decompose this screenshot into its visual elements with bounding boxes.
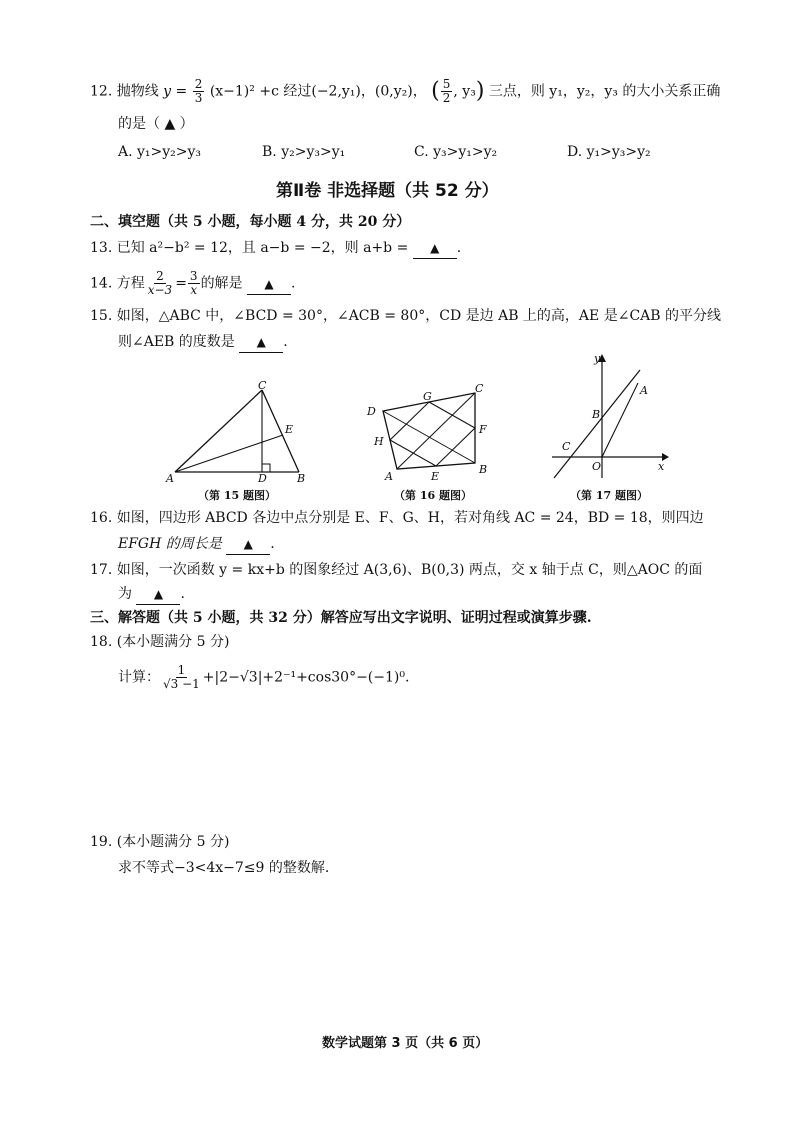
q13: 13. 已知 a²−b² = 12，且 a−b = −2，则 a+b = ▲ . (90, 238, 461, 259)
fig15-label-e: E (285, 423, 294, 436)
fig16-label-a: A (385, 470, 393, 483)
fig16-label-h: H (374, 435, 384, 448)
section2-heading: 二、填空题（共 5 小题，每小题 4 分，共 20 分） (90, 214, 411, 230)
q13-answer-blank[interactable]: ▲ (413, 238, 457, 259)
q12-line1: 12. 抛物线 y = $\frac{2}{3}$ (x−1)² +c 经过(−2,y₁)，(0,y₂)， ( $\frac{5}{2}$ , y₃) 三点，则 y₁，y₂，y₃ 的大小关系正确 (90, 77, 721, 105)
fig17-label-a: A (640, 384, 648, 397)
fig16-label-d: D (367, 405, 376, 418)
fig15-right-angle-mark (262, 464, 270, 472)
fig15-label-b: B (297, 472, 306, 485)
fig15-label-c: C (258, 380, 267, 392)
fig16-caption: （第 16 题图） (394, 489, 472, 502)
fig16-diagonal-bd (383, 411, 475, 463)
figure-15 (165, 380, 315, 485)
q15-line2: 则∠AEB 的度数是 ▲ . (118, 332, 288, 353)
q14: 14. 方程 $\frac{2}{x-3}$ = $\frac{3}{x}$ 的解是 ▲ . (90, 269, 296, 297)
q12-option-d: D. y₁>y₃>y₂ (567, 144, 651, 160)
q19-title: 19. (本小题满分 5 分) (90, 834, 230, 850)
fig17-label-c: C (562, 440, 571, 453)
q15-answer-blank[interactable]: ▲ (239, 332, 283, 353)
fig15-label-d: D (258, 472, 267, 485)
q19-text: 求不等式−3<4x−7≤9 的整数解. (118, 860, 330, 876)
fig17-label-y: y (594, 352, 601, 365)
fig15-caption: （第 15 题图） (198, 489, 276, 502)
q18-expression: 计算： $\frac{1}{√3 -1}$ +|2−√3|+2⁻¹+cos30°−(−1)⁰. (118, 663, 410, 691)
fig17-label-o: O (592, 460, 602, 473)
fig17-caption: （第 17 题图） (570, 489, 648, 502)
q12-coef-fraction: $\frac{2}{3}$ (194, 77, 203, 105)
q17-answer-blank[interactable]: ▲ (136, 584, 180, 605)
fig15-side-cb (262, 390, 299, 472)
q12-option-a: A. y₁>y₂>y₃ (118, 144, 202, 160)
q14-left-fraction: $\frac{2}{x-3}$ (147, 269, 173, 297)
q15-line1: 15. 如图，△ABC 中，∠BCD = 30°，∠ACB = 80°，CD 是边 AB 上的高，AE 是∠CAB 的平分线 (90, 308, 722, 324)
q16-answer-blank[interactable]: ▲ (226, 534, 270, 555)
fig16-label-b: B (479, 463, 488, 476)
q14-right-fraction: $\frac{3}{x}$ (189, 269, 198, 297)
fig16-label-e: E (431, 470, 440, 483)
q18-fraction: $\frac{1}{√3 -1}$ (163, 663, 200, 691)
q12-line2: 的是（ ▲ ） (118, 116, 194, 132)
fig15-label-a: A (166, 472, 174, 485)
q16-line2: EFGH 的周长是 ▲ . (118, 534, 275, 555)
q12-number: 12. (90, 83, 113, 100)
figure-16 (363, 383, 498, 483)
fig17-label-x: x (658, 460, 665, 473)
q17-line1: 17. 如图，一次函数 y = kx+b 的图象经过 A(3,6)、B(0,3) 两点，交 x 轴于点 C，则△AOC 的面 (90, 562, 703, 578)
fig15-bisector-ae (175, 435, 283, 472)
part2-title: 第Ⅱ卷 非选择题（共 52 分） (276, 181, 499, 201)
fig16-label-c: C (475, 383, 484, 395)
fig15-side-ac (175, 390, 262, 472)
figure-17 (548, 350, 673, 480)
q17-line2: 为 ▲ . (118, 584, 185, 605)
q12-option-b: B. y₂>y₃>y₁ (262, 144, 346, 160)
q12-point3-fraction: $\frac{5}{2}$ (442, 77, 451, 105)
q14-answer-blank[interactable]: ▲ (247, 274, 291, 295)
fig16-label-g: G (423, 390, 432, 403)
page-footer: 数学试题第 3 页（共 6 页） (322, 1036, 489, 1051)
fig16-diagonal-ac (397, 393, 475, 469)
fig16-label-f: F (479, 423, 487, 436)
fig16-quad-abcd (383, 393, 475, 469)
section3-heading: 三、解答题（共 5 小题，共 32 分）解答应写出文字说明、证明过程或演算步骤. (90, 610, 592, 626)
fig17-label-b: B (592, 408, 601, 421)
q18-title: 18. (本小题满分 5 分) (90, 634, 230, 650)
q16-line1: 16. 如图，四边形 ABCD 各边中点分别是 E、F、G、H，若对角线 AC = 24，BD = 18，则四边 (90, 510, 704, 526)
q12-option-c: C. y₃>y₁>y₂ (414, 144, 498, 160)
